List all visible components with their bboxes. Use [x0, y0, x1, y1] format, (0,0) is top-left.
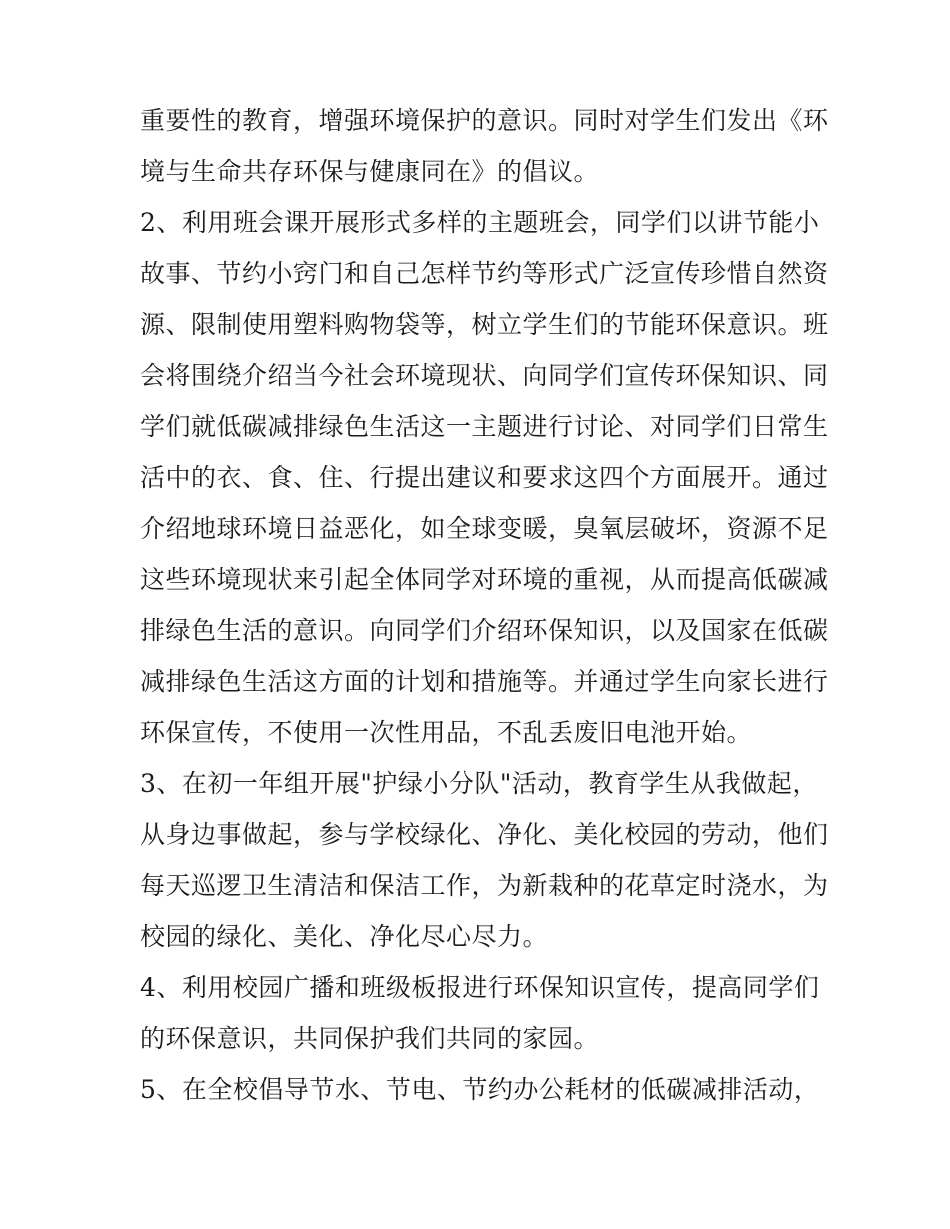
- text-line: 的环保意识，共同保护我们共同的家园。: [140, 1024, 600, 1053]
- text-line: 4、利用校园广播和班级板报进行环保知识宣传，提高同学们: [140, 973, 820, 1002]
- text-line: 从身边事做起，参与学校绿化、净化、美化校园的劳动，他们: [140, 820, 829, 849]
- text-line: 境与生命共存环保与健康同在》的倡议。: [140, 157, 600, 186]
- text-line: 校园的绿化、美化、净化尽心尽力。: [140, 922, 549, 951]
- text-line: 源、限制使用塑料购物袋等，树立学生们的节能环保意识。班: [140, 310, 829, 339]
- text-line: 减排绿色生活这方面的计划和措施等。并通过学生向家长进行: [140, 667, 829, 696]
- text-line: 重要性的教育，增强环境保护的意识。同时对学生们发出《环: [140, 106, 829, 135]
- text-line: 3、在初一年组开展"护绿小分队"活动，教育学生从我做起，: [140, 769, 818, 798]
- text-line: 介绍地球环境日益恶化，如全球变暖，臭氧层破坏，资源不足: [140, 514, 829, 543]
- text-line: 每天巡逻卫生清洁和保洁工作，为新栽种的花草定时浇水，为: [140, 871, 829, 900]
- text-line: 活中的衣、食、住、行提出建议和要求这四个方面展开。通过: [140, 463, 829, 492]
- text-line: 2、利用班会课开展形式多样的主题班会，同学们以讲节能小: [140, 208, 820, 237]
- text-line: 学们就低碳减排绿色生活这一主题进行讨论、对同学们日常生: [140, 412, 829, 441]
- text-line: 环保宣传，不使用一次性用品，不乱丢废旧电池开始。: [140, 718, 753, 747]
- text-line: 这些环境现状来引起全体同学对环境的重视，从而提高低碳减: [140, 565, 829, 594]
- text-line: 5、在全校倡导节水、节电、节约办公耗材的低碳减排活动，: [140, 1075, 820, 1104]
- text-line: 故事、节约小窍门和自己怎样节约等形式广泛宣传珍惜自然资: [140, 259, 829, 288]
- text-line: 会将围绕介绍当今社会环境现状、向同学们宣传环保知识、同: [140, 361, 829, 390]
- text-line: 排绿色生活的意识。向同学们介绍环保知识，以及国家在低碳: [140, 616, 829, 645]
